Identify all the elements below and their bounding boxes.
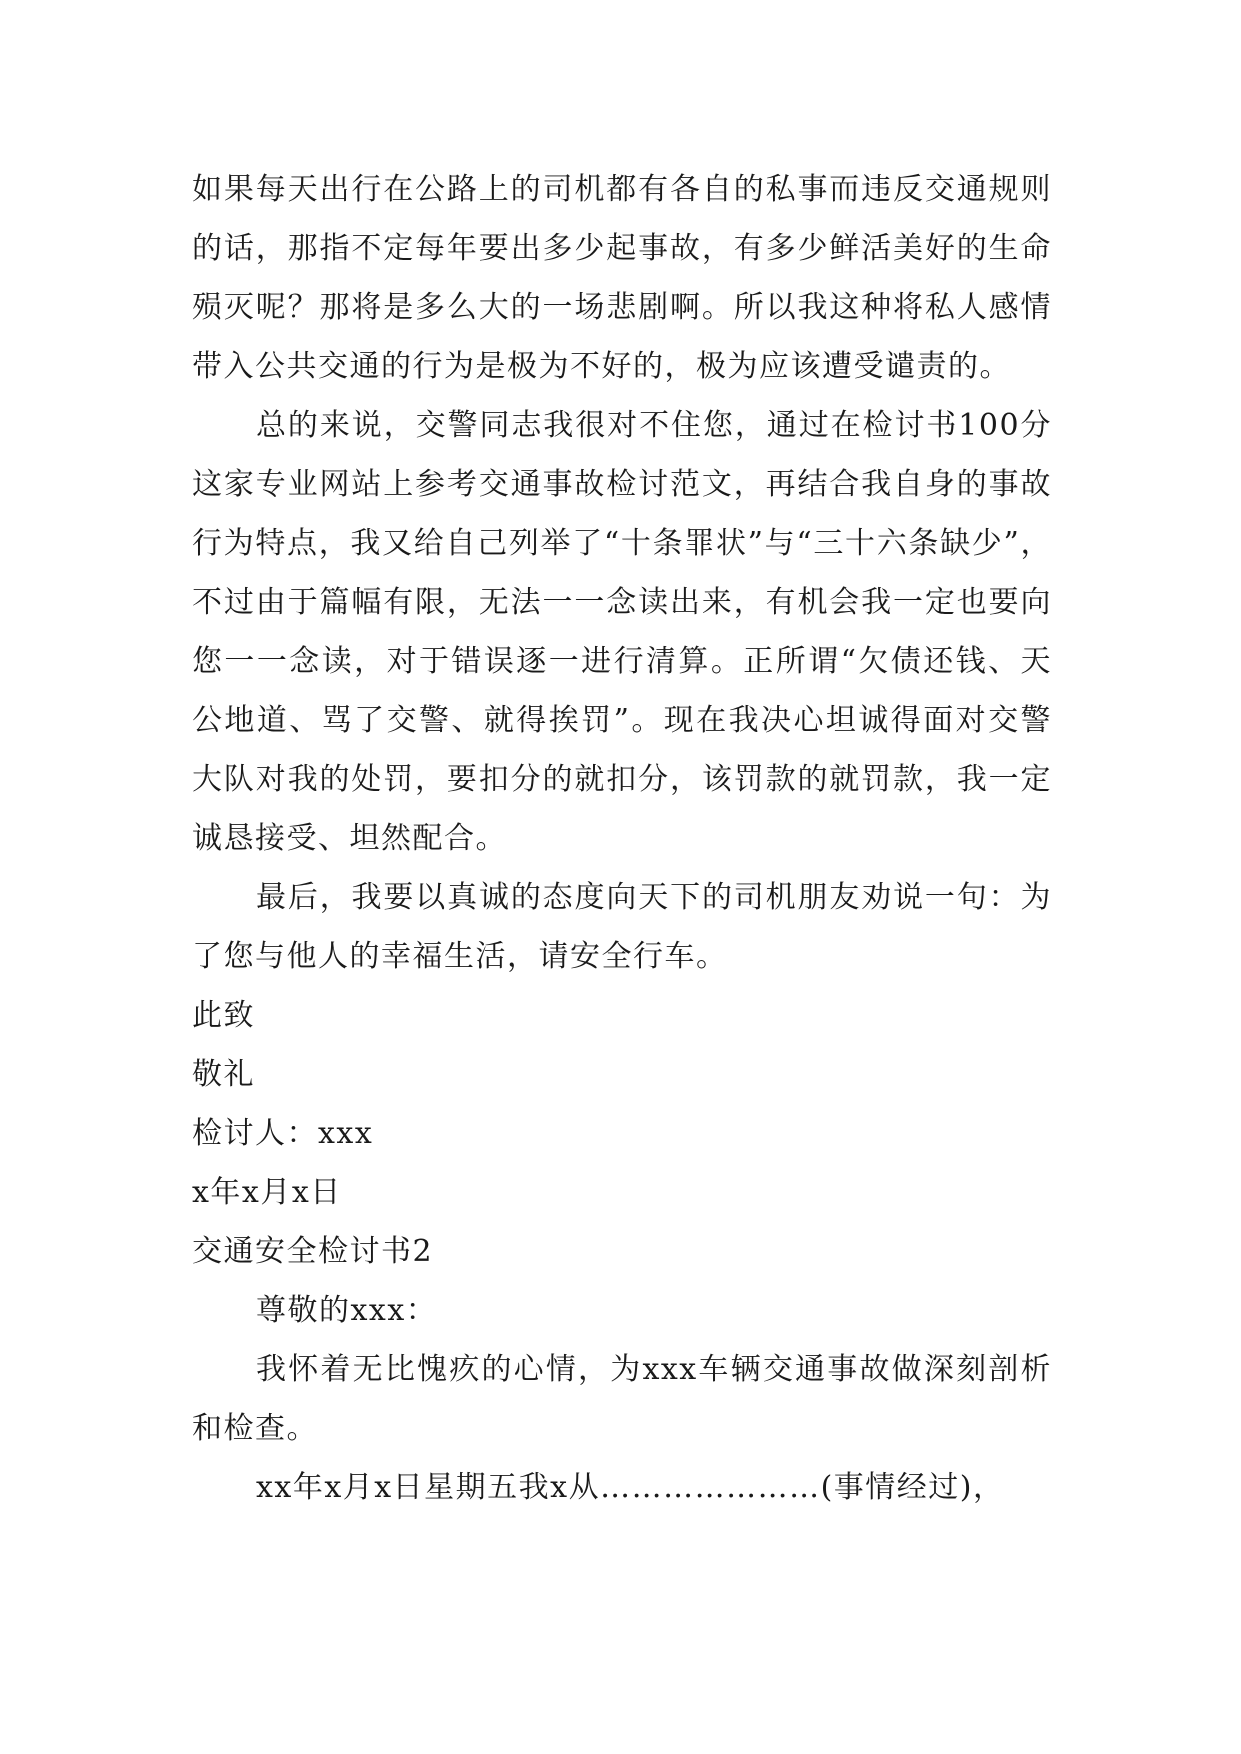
closing-cizhi: 此致 bbox=[192, 998, 255, 1033]
paragraph-apology: 总的来说，交警同志我很对不住您，通过在检讨书100分这家专业网站上参考交通事故检讨范文，再结合我自身的事故行为特点，我又给自己列举了“十条罪状”与“三十六条缺少”，不过由于篇幅有限，无法一一念读出来，有机会我一定也要向您一一念读，对于错误逐一进行清算。正所谓“欠债还钱、天公地道、骂了交警、就得挨罚”。现在我决心坦诚得面对交警大队对我的处罚，要扣分的就扣分，该罚款的就罚款，我一定诚恳接受、坦然配合。 bbox=[192, 408, 1052, 856]
paragraph-incident: xx年x月x日星期五我x从…………………(事情经过)， bbox=[256, 1470, 1005, 1505]
paragraph-advice: 最后，我要以真诚的态度向天下的司机朋友劝说一句：为了您与他人的幸福生活，请安全行车。 bbox=[192, 880, 1052, 974]
paragraph-consequences: 如果每天出行在公路上的司机都有各自的私事而违反交通规则的话，那指不定每年要出多少起事故，有多少鲜活美好的生命殒灭呢？那将是多么大的一场悲剧啊。所以我这种将私人感情带入公共交通的行为是极为不好的，极为应该遭受谴责的。 bbox=[192, 172, 1052, 384]
document-body bbox=[192, 160, 1052, 1517]
closing-jingli: 敬礼 bbox=[192, 1057, 255, 1092]
paragraph-remorse: 我怀着无比愧疚的心情，为xxx车辆交通事故做深刻剖析和检查。 bbox=[192, 1352, 1052, 1446]
date-line: x年x月x日 bbox=[192, 1175, 342, 1210]
salutation: 尊敬的xxx： bbox=[256, 1293, 438, 1328]
signer-line: 检讨人：xxx bbox=[192, 1116, 374, 1151]
section-title: 交通安全检讨书2 bbox=[192, 1234, 434, 1269]
